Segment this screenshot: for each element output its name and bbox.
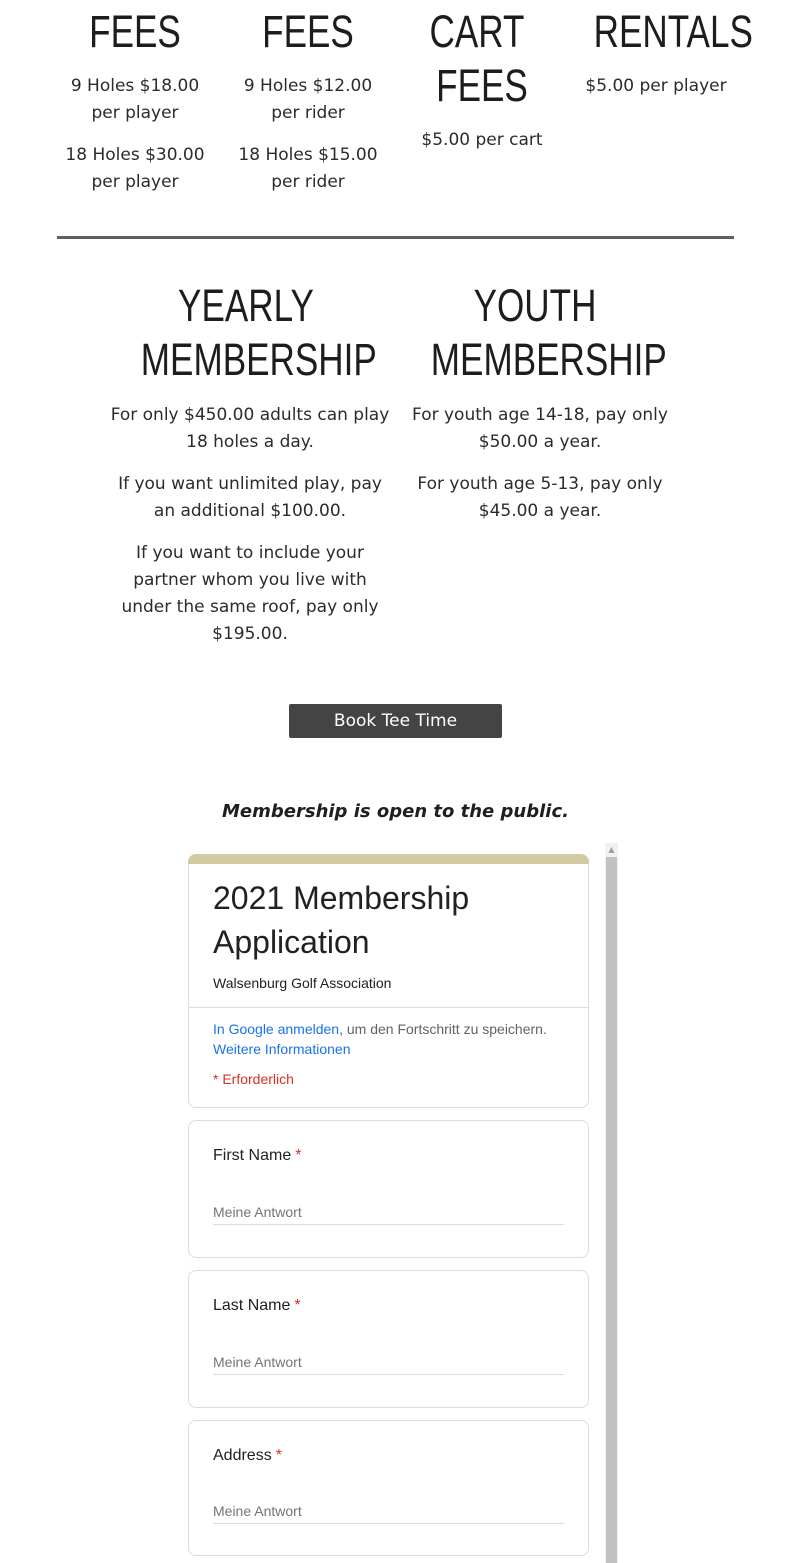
youth-p1-l2: $50.00 a year. xyxy=(478,432,602,452)
fee-9-holes-unit: per player xyxy=(91,103,179,123)
yearly-p3-l3: under the same roof, pay only xyxy=(121,597,379,617)
yearly-p2-l2: an additional $100.00. xyxy=(153,501,347,521)
youth-p2-l2: $45.00 a year. xyxy=(478,501,602,521)
form-header-separator xyxy=(188,1007,589,1008)
form-scrollbar-thumb[interactable] xyxy=(606,857,617,1563)
yearly-heading-line1: YEARLY xyxy=(178,280,314,331)
last-name-input[interactable] xyxy=(213,1350,564,1375)
question-card-first-name xyxy=(188,1120,589,1258)
scroll-up-arrow-icon[interactable]: ▲ xyxy=(608,845,615,854)
fee-9-holes: 9 Holes $18.00 xyxy=(70,76,200,96)
form-accent-band xyxy=(188,854,589,864)
last-name-label-text: Last Name xyxy=(213,1297,291,1314)
cart-heading-line2: FEES xyxy=(436,60,528,111)
youth-membership-column xyxy=(400,279,680,525)
youth-heading-line2: MEMBERSHIP xyxy=(430,334,667,385)
fee-18-holes-unit: per player xyxy=(91,172,179,192)
fees-heading: FEES xyxy=(89,6,181,57)
first-name-input[interactable] xyxy=(213,1200,564,1225)
required-asterisk: * xyxy=(295,1147,302,1164)
youth-p1-l1: For youth age 14-18, pay only xyxy=(412,405,668,425)
fees-heading: FEES xyxy=(262,6,354,57)
youth-heading-line1: YOUTH xyxy=(473,280,597,331)
fee-18-holes: 18 Holes $15.00 xyxy=(238,145,378,165)
first-name-label xyxy=(213,1147,301,1165)
form-subtitle: Walsenburg Golf Association xyxy=(213,975,392,991)
fee-9-holes-unit: per rider xyxy=(271,103,345,123)
required-asterisk: * xyxy=(294,1297,301,1314)
more-info-link[interactable]: Weitere Informationen xyxy=(213,1041,351,1057)
book-tee-time-button[interactable]: Book Tee Time xyxy=(289,704,502,738)
cart-fees-column xyxy=(402,5,562,154)
rentals-heading: RENTALS xyxy=(593,6,753,57)
signin-text: , um den Fortschritt zu speichern. xyxy=(339,1021,547,1037)
cart-fee: $5.00 per cart xyxy=(421,130,543,150)
public-membership-note: Membership is open to the public. xyxy=(222,801,569,822)
rental-fee: $5.00 per player xyxy=(585,76,727,96)
yearly-p3-l1: If you want to include your xyxy=(136,543,364,563)
fee-18-holes: 18 Holes $30.00 xyxy=(65,145,205,165)
fees-green-column xyxy=(55,5,215,196)
yearly-heading-line2: MEMBERSHIP xyxy=(140,334,377,385)
fee-9-holes: 9 Holes $12.00 xyxy=(243,76,373,96)
fees-rider-column xyxy=(228,5,388,196)
yearly-membership-column xyxy=(110,279,390,648)
required-note: * Erforderlich xyxy=(213,1071,294,1087)
form-title-line2: Application xyxy=(213,924,370,960)
section-divider xyxy=(57,236,734,239)
cart-heading-line1: CART xyxy=(429,6,525,57)
address-label xyxy=(213,1447,282,1465)
yearly-p3-l2: partner whom you live with xyxy=(133,570,367,590)
address-input[interactable] xyxy=(213,1499,564,1524)
google-signin-link[interactable]: In Google anmelden xyxy=(213,1021,340,1037)
required-asterisk: * xyxy=(275,1447,282,1464)
question-card-last-name xyxy=(188,1270,589,1408)
signin-notice xyxy=(213,1019,547,1059)
yearly-p3-l4: $195.00. xyxy=(212,624,288,644)
youth-p2-l1: For youth age 5-13, pay only xyxy=(417,474,663,494)
address-label-text: Address xyxy=(213,1447,272,1464)
form-title xyxy=(213,876,469,964)
form-title-line1: 2021 Membership xyxy=(213,880,470,916)
last-name-label xyxy=(213,1297,301,1315)
first-name-label-text: First Name xyxy=(213,1147,292,1164)
rentals-column xyxy=(576,5,753,100)
yearly-p2-l1: If you want unlimited play, pay xyxy=(118,474,382,494)
fee-18-holes-unit: per rider xyxy=(271,172,345,192)
yearly-p1-l2: 18 holes a day. xyxy=(186,432,314,452)
question-card-address xyxy=(188,1420,589,1556)
yearly-p1-l1: For only $450.00 adults can play xyxy=(110,405,390,425)
